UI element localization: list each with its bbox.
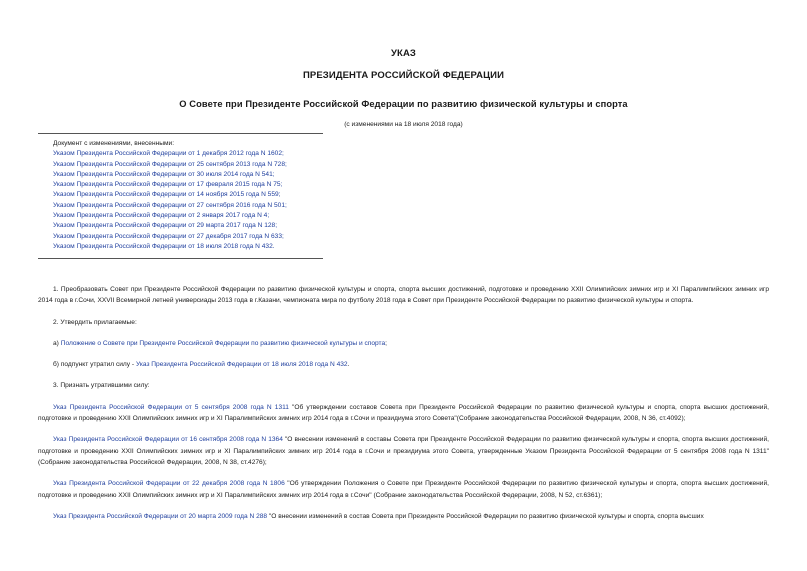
- paragraph-9: [38, 511, 769, 522]
- decree-1806-text: "Об утверждении Положения о Совете при Президенте Российской Федерации по развитию физической культуры и спорта, спорта высших достижений, подготовке и проведению XXII Олимпийских зимних игр и XI Паралимпийских зимних игр 2014 года в г.Сочи": [38, 480, 769, 499]
- repeal-decree-link[interactable]: Указ Президента Российской Федерации от 18 июля 2018 года N 432: [135, 361, 348, 369]
- decree-1311-link[interactable]: Указ Президента Российской Федерации от 5 сентября 2008 года N 1311: [53, 403, 289, 411]
- decree-1311-text: "Об утверждении составов Совета при Президенте Российской Федерации по развитию физической культуры и спорта, спорта высших достижений, подготовке и проведению XXII Олимпийских зимних игр и XI Паралимпийских зимних игр 2014 года в г.Сочи и президиума этого Совета": [38, 403, 769, 423]
- decree-288-text: "О внесении изменений в состав Совета при Президенте Российской Федерации по развитию физической культуры и спорта, спорта высших: [267, 512, 704, 520]
- paragraph-7: [38, 434, 769, 468]
- amendment-link[interactable]: Указом Президента Российской Федерации от 27 декабря 2017 года N 633;: [53, 232, 284, 240]
- paragraph-2: 2. Утвердить прилагаемые:: [53, 318, 137, 326]
- amendment-link[interactable]: Указом Президента Российской Федерации от 1 декабря 2012 года N 1602;: [53, 150, 284, 158]
- decree-1311-source: (Собрание законодательства Российской Федерации, 2008, N 36, ст.4092);: [456, 415, 686, 423]
- amendment-link[interactable]: Указом Президента Российской Федерации от 18 июля 2018 года N 432.: [53, 242, 275, 250]
- decree-1806-source: (Собрание законодательства Российской Федерации, 2008, N 52, ст.6361);: [371, 491, 603, 499]
- revision-note: (с изменениями на 18 июля 2018 года): [344, 121, 463, 128]
- paragraph-6: [38, 402, 769, 425]
- decree-1364-link[interactable]: Указ Президента Российской Федерации от 16 сентября 2008 года N 1364: [53, 436, 283, 444]
- paragraph-1: 1. Преобразовать Совет при Президенте Российской Федерации по развитию физической культуры и спорта, спорта высших достижений, подготовке и проведению XXII Олимпийских зимних игр и XI Паралимпийских зимних игр 2014 года в г.Сочи, XXVII Всемирной летней универсиады 2013 года в г.Казани, чемпионата мира по футболу 2018 года в Совет при Президенте Российской Федерации по развитию физической культуры и спорта.: [38, 286, 769, 305]
- decree-1364-text: "О внесении изменений в составы Совета при Президенте Российской Федерации по развитию физической культуры и спорта, спорта высших достижений, подготовке и проведению XXII Олимпийских зимних игр и XI Паралимпийских зимних игр 2014 года в г.Сочи и президиума этого Совета, утвержденные Указом Президента Российской Федерации от 5 сентября 2008 года N 1311": [38, 436, 769, 455]
- paragraph-3: [38, 338, 769, 349]
- decree-288-link[interactable]: Указ Президента Российской Федерации от 20 марта 2009 года N 288: [53, 512, 268, 520]
- amendment-link[interactable]: Указом Президента Российской Федерации от 30 июля 2014 года N 541;: [53, 170, 275, 178]
- amendment-link[interactable]: Указом Президента Российской Федерации от 27 сентября 2016 года N 501;: [53, 201, 287, 209]
- item-a-suffix: ;: [385, 339, 387, 347]
- amendments-box: [38, 133, 323, 259]
- paragraph-5: 3. Признать утратившими силу:: [53, 382, 150, 390]
- item-b-prefix: б) подпункт утратил силу -: [53, 361, 136, 369]
- amendment-link[interactable]: Указом Президента Российской Федерации от 25 сентября 2013 года N 728;: [53, 160, 287, 168]
- item-a-prefix: а): [53, 339, 61, 347]
- paragraph-4: [38, 359, 769, 370]
- amendment-link[interactable]: Указом Президента Российской Федерации от 29 марта 2017 года N 128;: [53, 222, 278, 230]
- amendment-link[interactable]: Указом Президента Российской Федерации от 14 ноября 2015 года N 559;: [53, 191, 281, 199]
- doc-type-heading: УКАЗ: [391, 48, 416, 59]
- amendment-link[interactable]: Указом Президента Российской Федерации от 2 января 2017 года N 4;: [53, 212, 270, 220]
- document-title: О Совете при Президенте Российской Федерации по развитию физической культуры и спорта: [179, 99, 628, 109]
- issuer-heading: ПРЕЗИДЕНТА РОССИЙСКОЙ ФЕДЕРАЦИИ: [302, 70, 505, 81]
- amendments-heading: Документ с изменениями, внесенными:: [53, 140, 175, 147]
- amendment-link[interactable]: Указом Президента Российской Федерации от 17 февраля 2015 года N 75;: [53, 181, 283, 189]
- regulation-link[interactable]: Положение о Совете при Президенте Российской Федерации по развитию физической культуры и спорта: [60, 339, 386, 347]
- document-body: [38, 284, 769, 532]
- decree-1364-source: (Собрание законодательства Российской Федерации, 2008, N 38, ст.4276);: [38, 458, 267, 466]
- item-b-suffix: .: [347, 361, 350, 369]
- paragraph-8: [38, 478, 769, 501]
- decree-1806-link[interactable]: Указ Президента Российской Федерации от 22 декабря 2008 года N 1806: [53, 480, 285, 488]
